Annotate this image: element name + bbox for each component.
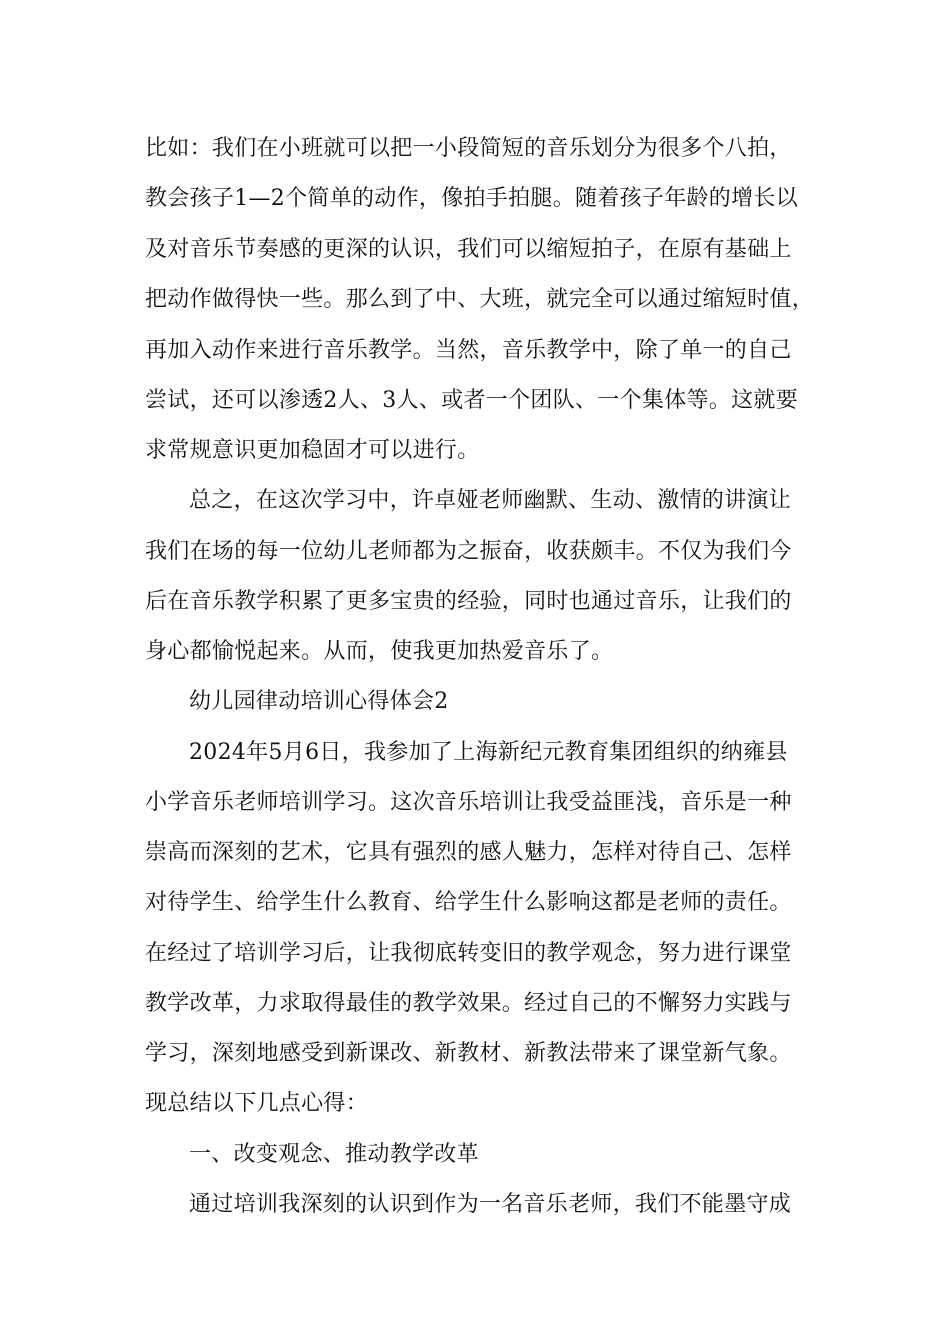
text-line: 比如：我们在小班就可以把一小段简短的音乐划分为很多个八拍，: [145, 136, 792, 161]
text-line: 崇高而深刻的艺术，它具有强烈的感人魅力，怎样对待自己、怎样: [145, 840, 792, 865]
text-line: 我们在场的每一位幼儿老师都为之振奋，收获颇丰。不仅为我们今: [145, 539, 792, 564]
text-line: 身心都愉悦起来。从而，使我更加热爱音乐了。: [145, 639, 614, 664]
text-line: 教会孩子1—2个简单的动作，像拍手拍腿。随着孩子年龄的增长以: [145, 186, 798, 211]
text-line: 现总结以下几点心得：: [145, 1091, 369, 1116]
paragraph-start-line: 总之，在这次学习中，许卓娅老师幽默、生动、激情的讲演让: [189, 488, 792, 513]
subsection-heading: 一、改变观念、推动教学改革: [189, 1142, 479, 1167]
text-line: 后在音乐教学积累了更多宝贵的经验，同时也通过音乐，让我们的: [145, 589, 792, 614]
text-line: 及对音乐节奏感的更深的认识，我们可以缩短拍子，在原有基础上: [145, 237, 792, 262]
paragraph-start-line: 通过培训我深刻的认识到作为一名音乐老师，我们不能墨守成: [189, 1192, 792, 1217]
text-line: 教学改革，力求取得最佳的教学效果。经过自己的不懈努力实践与: [145, 991, 792, 1016]
text-line: 把动作做得快一些。那么到了中、大班，就完全可以通过缩短时值，: [145, 287, 815, 312]
text-line: 尝试，还可以渗透2人、3人、或者一个团队、一个集体等。这就要: [145, 388, 798, 413]
text-line: 在经过了培训学习后，让我彻底转变旧的教学观念，努力进行课堂: [145, 941, 792, 966]
text-line: 学习，深刻地感受到新课改、新教材、新教法带来了课堂新气象。: [145, 1041, 792, 1066]
text-line: 对待学生、给学生什么教育、给学生什么影响这都是老师的责任。: [145, 890, 792, 915]
text-line: 再加入动作来进行音乐教学。当然，音乐教学中，除了单一的自己: [145, 338, 792, 363]
text-line: 小学音乐老师培训学习。这次音乐培训让我受益匪浅，音乐是一种: [145, 790, 792, 815]
section-title: 幼儿园律动培训心得体会2: [189, 689, 449, 714]
text-line: 求常规意识更加稳固才可以进行。: [145, 438, 480, 463]
paragraph-start-line: 2024年5月6日，我参加了上海新纪元教育集团组织的纳雍县: [189, 740, 788, 765]
